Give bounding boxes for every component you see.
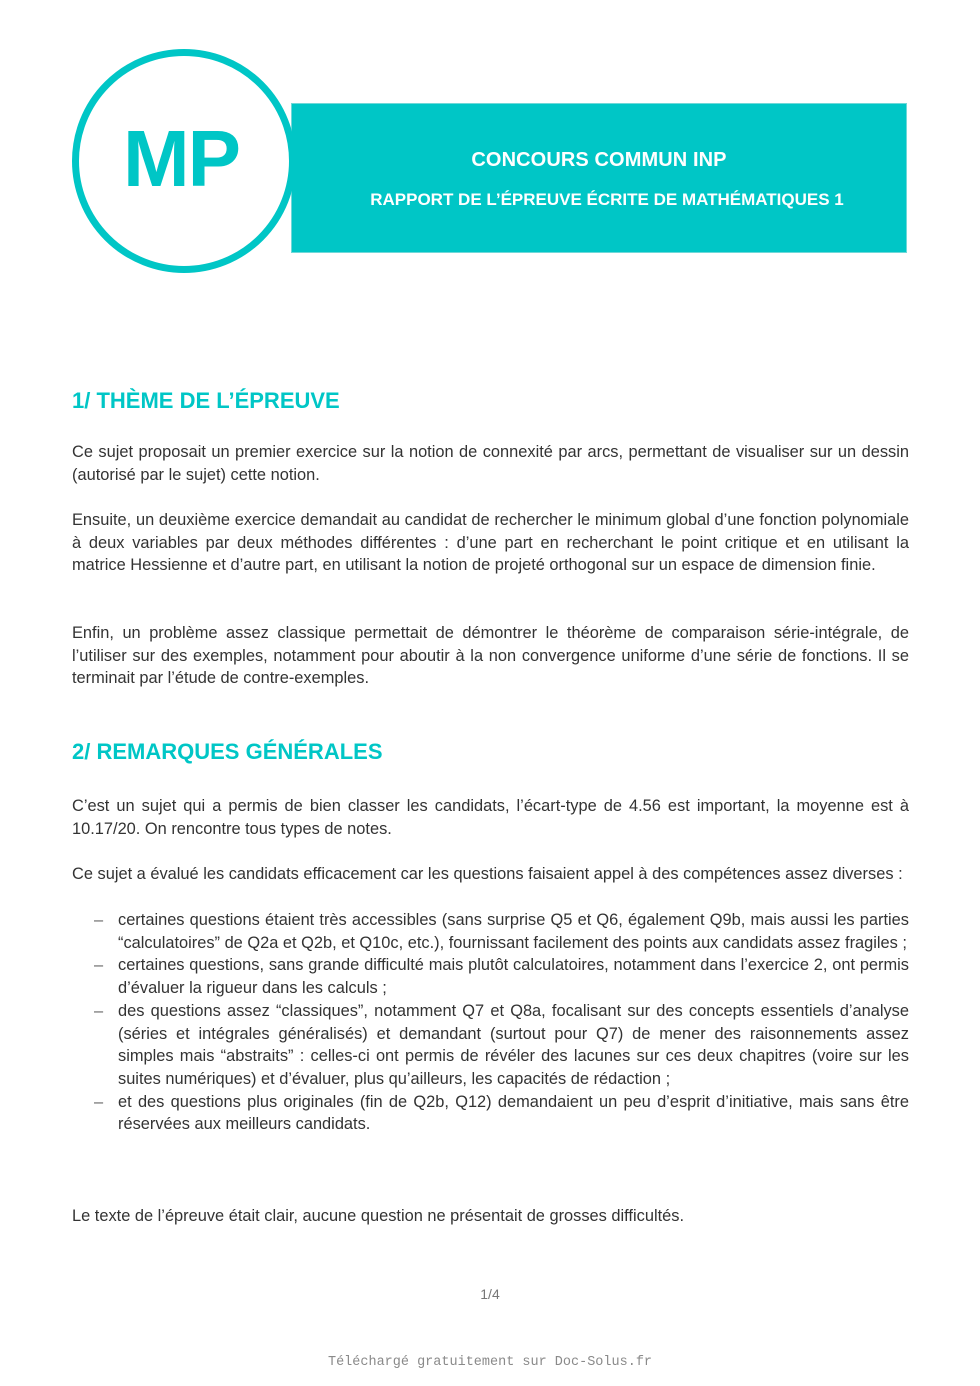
dash-bullet-icon: – (94, 956, 104, 975)
list-item-text: des questions assez “classiques”, notamment Q7 et Q8a, focalisant sur des concepts essentiels d’analyse (séries et intégrales généralisés) et demandant (surtout pour Q7) de mener des raisonnements assez simples mais “abstraits” : celles-ci ont permis de révéler des lacunes sur ces deux chapitres (voire sur les suites numériques) et d’évaluer, plus qu’ailleurs, les capacités de rédaction ; (118, 1001, 909, 1088)
mp-logo (72, 49, 296, 273)
banner-title: CONCOURS COMMUN INP (471, 149, 727, 171)
banner-subtitle: RAPPORT DE L’ÉPREUVE ÉCRITE DE MATHÉMATIQUES 1 (370, 190, 844, 209)
list-item-text: et des questions plus originales (fin de Q2b, Q12) demandaient un peu d’esprit d’initiative, mais sans être réservées aux meilleurs candidats. (118, 1092, 909, 1134)
dash-bullet-icon: – (94, 911, 104, 929)
list-item-text: certaines questions, sans grande difficulté mais plutôt calculatoires, notamment dans l’exercice 2, ont permis d’évaluer la rigueur dans les calculs ; (118, 956, 909, 998)
paragraph: Enfin, un problème assez classique permettait de démontrer le théorème de comparaison série-intégrale, de l’utiliser sur des exemples, notamment pour aboutir à la non convergence uniforme d’une série de fonctions. Il se terminait par l’étude de contre-exemples. (72, 624, 909, 688)
paragraph: C’est un sujet qui a permis de bien classer les candidats, l’écart-type de 4.56 est important, la moyenne est à 10.17/20. On rencontre tous types de notes. (72, 797, 909, 838)
remarks-list (72, 909, 909, 1136)
paragraph: Ce sujet a évalué les candidats efficacement car les questions faisaient appel à des compétences assez diverses : (72, 865, 903, 883)
section-heading-theme: 1/ THÈME DE L’ÉPREUVE (72, 388, 340, 413)
paragraph: Ce sujet proposait un premier exercice sur la notion de connexité par arcs, permettant de visualiser sur un dessin (autorisé par le sujet) cette notion. (72, 443, 909, 484)
list-item (72, 1091, 909, 1136)
paragraph: Le texte de l’épreuve était clair, aucune question ne présentait de grosses difficultés. (72, 1207, 684, 1225)
header-banner (291, 103, 907, 253)
download-note: Téléchargé gratuitement sur Doc-Solus.fr (327, 1355, 653, 1370)
section-heading-remarques: 2/ REMARQUES GÉNÉRALES (72, 739, 383, 764)
dash-bullet-icon: – (94, 1092, 104, 1111)
list-item (72, 954, 909, 999)
dash-bullet-icon: – (94, 1001, 104, 1020)
page-number: 1/4 (480, 1286, 500, 1302)
mp-logo-text: MP (123, 114, 239, 203)
paragraph: Ensuite, un deuxième exercice demandait au candidat de rechercher le minimum global d’une fonction polynomiale à deux variables par deux méthodes différentes : d’une part en recherchant le point critique et en utilisant la matrice Hessienne et d’autre part, en utilisant la notion de projeté orthogonal sur un espace de dimension finie. (72, 511, 909, 575)
list-item (72, 1000, 909, 1091)
list-item (72, 909, 909, 954)
list-item-text: certaines questions étaient très accessibles (sans surprise Q5 et Q6, également Q9b, mais aussi les parties “calculatoires” de Q2a et Q2b, et Q10c, etc.), fournissant facilement des points aux candidats assez fragiles ; (118, 911, 909, 952)
